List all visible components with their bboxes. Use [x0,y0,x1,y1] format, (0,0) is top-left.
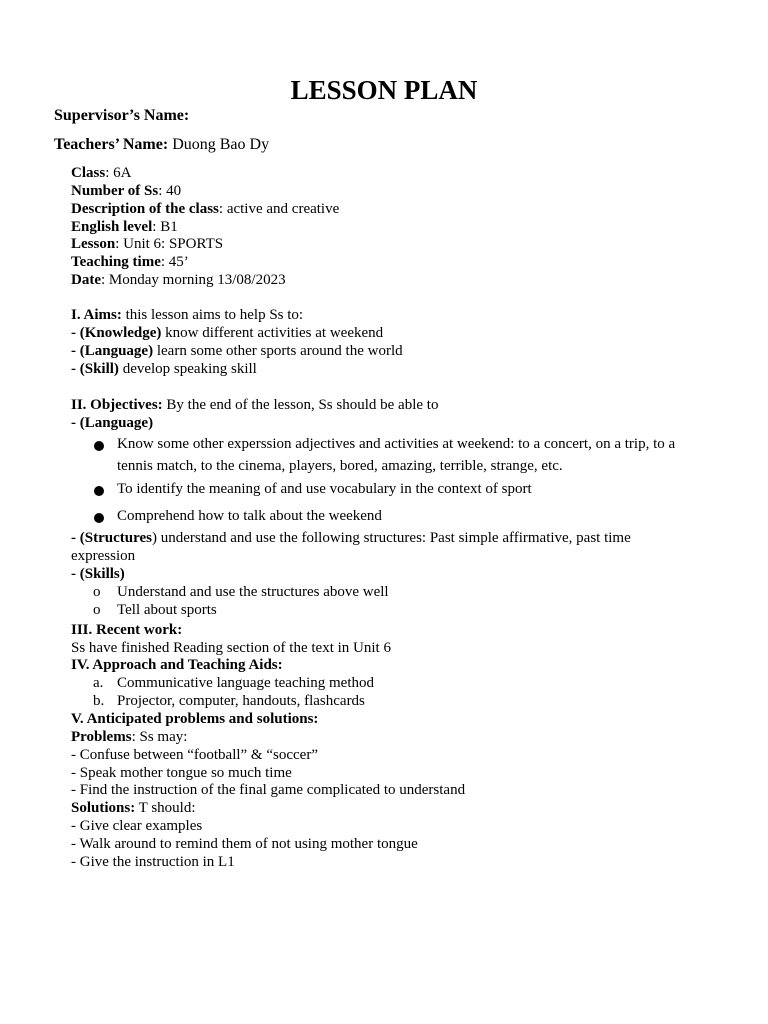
info-sep: : [115,236,124,252]
info-label: Number of Ss [71,183,159,199]
info-sep: : [152,219,161,235]
objective-bullet: To identify the meaning of and use vocabulary in the context of sport [117,481,532,497]
approach-marker: a. [93,675,104,691]
aims-heading-line [71,306,303,324]
info-value: B1 [160,219,178,235]
info-english-level [71,218,178,236]
problems-label: Problems [71,729,132,745]
objectives-skills-label: - (Skills) [71,566,125,582]
problem-item: - Confuse between “football” & “soccer” [71,747,318,763]
objective-bullet: Comprehend how to talk about the weekend [117,508,382,524]
approach-heading: IV. Approach and Teaching Aids: [71,657,283,673]
aims-item-label: - (Skill) [71,361,119,377]
info-sep: : [105,165,114,181]
aims-item-text: develop speaking skill [118,361,257,377]
objective-bullet: Know some other experssion adjectives and activities at weekend: to a concert, on a trip, to a tennis match, to the cinema, players, bored, amazing, terrible, strange, etc. [117,436,676,474]
approach-marker: b. [93,693,105,709]
info-class [71,164,131,182]
approach-item: Projector, computer, handouts, flashcards [117,693,365,709]
info-teaching-time [71,253,189,271]
structures-prefix: - ( [71,530,85,546]
info-date [71,271,286,289]
circle-bullet-icon: o [93,602,101,618]
info-label: Date [71,272,101,288]
solution-item: - Give the instruction in L1 [71,854,235,870]
skill-item: Understand and use the structures above well [117,584,389,600]
aims-item-label: - (Knowledge) [71,325,162,341]
info-sep: : [160,254,169,270]
objectives-structures [71,529,671,565]
teacher-line [54,135,269,155]
info-sep: : [218,201,227,217]
aims-intro: this lesson aims to help Ss to: [121,307,304,323]
aims-item [71,360,257,378]
aims-item-text: learn some other sports around the world [153,343,403,359]
objectives-heading-line [71,396,438,414]
bullet-icon [94,441,104,451]
objectives-language-label: - (Language) [71,415,154,431]
structures-label: Structures [84,530,152,546]
info-description [71,200,339,218]
solutions-intro: T should: [135,800,196,816]
aims-item [71,342,403,360]
aims-heading: I. Aims: [71,307,122,323]
skill-item: Tell about sports [117,602,217,618]
info-label: Lesson [71,236,116,252]
teacher-value: Duong Bao Dy [172,136,270,153]
objectives-intro: By the end of the lesson, Ss should be able to [162,397,439,413]
info-value: active and creative [226,201,340,217]
bullet-icon [94,486,104,496]
approach-item: Communicative language teaching method [117,675,375,691]
info-value: 6A [113,165,132,181]
page-title: LESSON PLAN [290,75,478,105]
aims-item [71,324,383,342]
solution-item: - Walk around to remind them of not using mother tongue [71,836,418,852]
info-value: 40 [166,183,182,199]
circle-bullet-icon: o [93,584,101,600]
recent-work-heading: III. Recent work: [71,622,183,638]
supervisor-line [54,106,189,126]
info-sep: : [101,272,109,288]
info-lesson [71,235,223,253]
info-label: English level [71,219,153,235]
problems-intro: : Ss may: [131,729,188,745]
solutions-label: Solutions: [71,800,136,816]
solutions-label-line [71,799,196,817]
problem-item: - Find the instruction of the final game complicated to understand [71,782,466,798]
bullet-icon [94,513,104,523]
problem-item: - Speak mother tongue so much time [71,765,292,781]
info-value: Monday morning 13/08/2023 [108,272,286,288]
info-number-of-ss [71,182,181,200]
info-label: Teaching time [71,254,161,270]
aims-item-text: know different activities at weekend [161,325,384,341]
problems-label-line [71,728,187,746]
info-value: 45’ [168,254,189,270]
supervisor-label: Supervisor’s Name: [54,107,190,124]
info-label: Class [71,165,106,181]
recent-work-text: Ss have finished Reading section of the text in Unit 6 [71,640,391,656]
info-value: Unit 6: SPORTS [123,236,224,252]
solution-item: - Give clear examples [71,818,203,834]
info-sep: : [158,183,167,199]
objectives-heading: II. Objectives: [71,397,163,413]
teacher-label: Teachers’ Name: [54,136,169,153]
info-label: Description of the class [71,201,219,217]
problems-heading: V. Anticipated problems and solutions: [71,711,319,727]
aims-item-label: - (Language) [71,343,154,359]
structures-text: ) understand and use the following structures: Past simple affirmative, past time expression [71,530,631,564]
